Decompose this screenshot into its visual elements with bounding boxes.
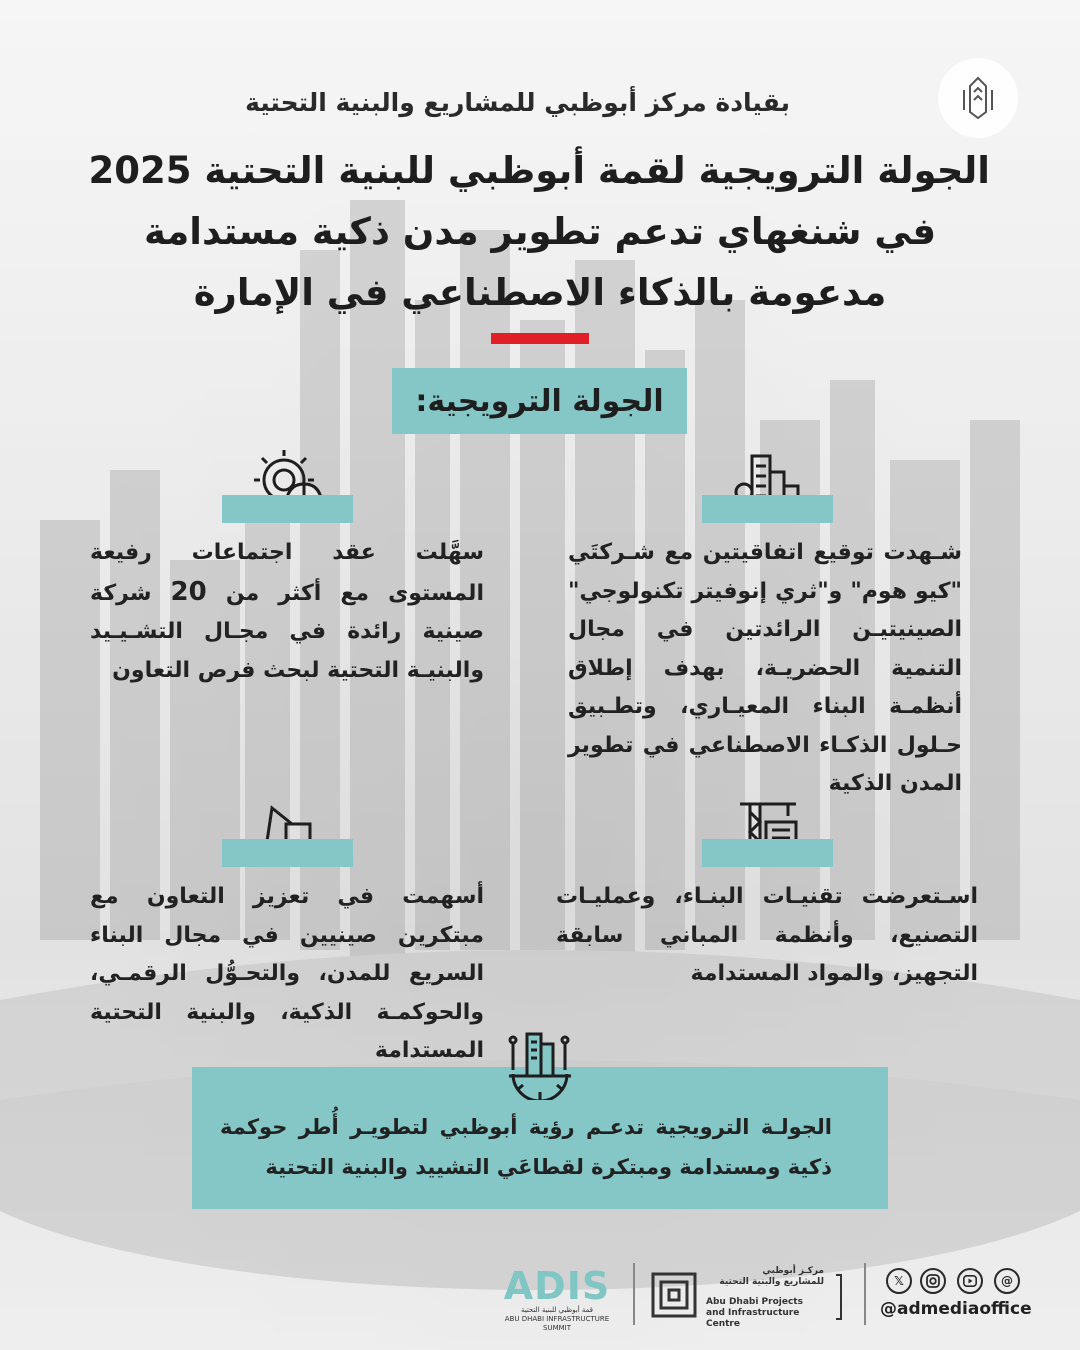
social-handle[interactable]: @admediaoffice (880, 1299, 1032, 1319)
x-icon[interactable]: 𝕏 (886, 1268, 912, 1294)
section-label: الجولة الترويجية: (392, 368, 687, 434)
page-title (90, 140, 990, 323)
adpic-logo-arabic (706, 1266, 824, 1288)
footer-separator-2 (864, 1263, 866, 1325)
smart-city-gear-icon (503, 1028, 577, 1100)
instagram-icon[interactable] (920, 1268, 946, 1294)
adpic-logo-english (706, 1297, 836, 1330)
item-1-text: شـهدت توقيع اتفاقيتين مع شـركتَي "كيو هوم" و"ثري إنوفيتر تكنولوجي" الصينيتيـن الرائدتين في مجال التنمية الحضريـة، بهدف إطلاق أنظمـة البناء المعيـاري، وتطـبيق حـلول الذكـاء الاصطناعي في تطوير المدن الذكية (568, 540, 962, 796)
item-3-tab (702, 839, 833, 867)
adis-logo (497, 1264, 617, 1332)
footer-separator-1 (633, 1263, 635, 1325)
red-divider (491, 333, 589, 344)
falcon-emblem-icon (952, 72, 1004, 124)
item-2-tab (222, 495, 353, 523)
adpic-english-line-2: and Infrastructure Centre (706, 1308, 800, 1329)
adpic-english-line-1: Abu Dhabi Projects (706, 1297, 803, 1307)
title-line-1: الجولة الترويجية لقمة أبوظبي للبنية التحتية 2025 (88, 149, 990, 192)
title-line-3: مدعومة بالذكاء الاصطناعي في الإمارة (193, 271, 887, 314)
item-1-tab (702, 495, 833, 523)
adpic-arabic-line-2: للمشاريع والبنية التحتية (719, 1277, 824, 1287)
item-2-text (90, 534, 484, 690)
emblem-logo (938, 58, 1018, 138)
item-2-number: 20 (170, 576, 207, 607)
adis-logo-word: ADIS (503, 1264, 611, 1308)
item-4-tab (222, 839, 353, 867)
item-3-text: اسـتعرضت تقنيـات البنـاء، وعمليـات التصنيع، وأنظمة المباني سابقة التجهيز، والمواد المستدامة (556, 884, 978, 986)
item-2-text-before: سهَّلت عقد اجتماعات رفيعة المستوى مع أكثر من (90, 540, 484, 606)
item-4-text: أسهمت في تعزيز التعاون مع مبتكرين صينيين في مجال البناء السريع للمدن، والتحـوُّل الرقمـي، والحوكمـة الذكية، والبنية التحتية المستدامة (90, 884, 484, 1063)
title-line-2: في شنغهاي تدعم تطوير مدن ذكية مستدامة (143, 210, 937, 253)
adis-logo-arabic: قمة أبوظبي للبنية التحتية (520, 1306, 594, 1314)
adpic-bracket (836, 1274, 842, 1320)
threads-icon[interactable]: @ (994, 1268, 1020, 1294)
adis-logo-english: ABU DHABI INFRASTRUCTURE SUMMIT (504, 1315, 610, 1332)
adpic-arabic-line-1: مركـز أبوظبي (762, 1266, 824, 1276)
subtitle: بقيادة مركز أبوظبي للمشاريع والبنية التحتية (245, 88, 790, 117)
conclusion-text: الجولـة الترويجية تدعـم رؤية أبوظبي لتطويـر أُطر حوكمة ذكية ومستدامة ومبتكرة لقطاعَي التشييد والبنية التحتية (220, 1115, 832, 1179)
adpic-logo-mark-icon (651, 1272, 697, 1318)
youtube-icon[interactable] (957, 1268, 983, 1294)
item-2-text-after: شركة صينية رائدة في مجـال التشـيـيد والبنيـة التحتية لبحث فرص التعاون (90, 580, 484, 683)
